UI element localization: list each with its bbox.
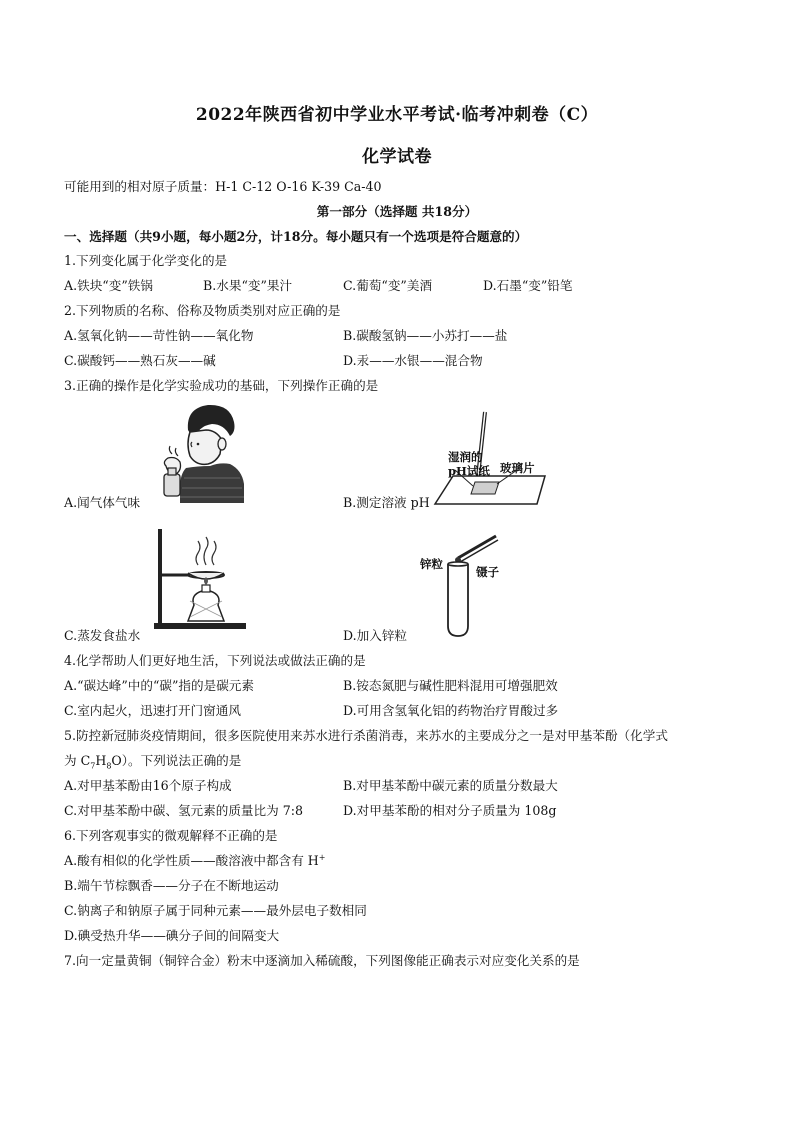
q6-option-d: D.碘受热升华——碘分子间的间隔变大	[64, 928, 280, 943]
q5-stem-h: H	[95, 753, 107, 768]
q2-option-c: C.碳酸钙——熟石灰——碱	[64, 353, 216, 368]
q5-stem-line1: 5.防控新冠肺炎疫情期间，很多医院使用来苏水进行杀菌消毒，来苏水的主要成分之一是对甲基苯酚（化学式	[64, 728, 668, 743]
section-heading: 一、选择题（共9小题，每小题2分，计18分。每小题只有一个选项是符合题意的）	[64, 229, 528, 244]
q6-option-b: B.端午节棕飘香——分子在不断地运动	[64, 878, 279, 893]
zinc-figure	[440, 530, 510, 640]
q4-option-c: C.室内起火，迅速打开门窗通风	[64, 703, 241, 718]
q3-option-d: D.加入锌粒	[343, 628, 408, 643]
q6-option-a	[64, 850, 325, 869]
ph-paper-label-line1: 湿润的	[448, 450, 483, 464]
q4-option-b: B.铵态氮肥与碱性肥料混用可增强肥效	[343, 678, 558, 693]
q2-stem: 2.下列物质的名称、俗称及物质类别对应正确的是	[64, 303, 341, 318]
q5-stem-text: 为 C	[64, 753, 91, 768]
atomic-masses: 可能用到的相对原子质量：H-1 C-12 O-16 K-39 Ca-40	[64, 179, 382, 194]
q5-stem-line2	[64, 750, 241, 771]
q3-option-a: A.闻气体气味	[64, 495, 141, 510]
q5-option-c: C.对甲基苯酚中碳、氢元素的质量比为 7:8	[64, 803, 303, 818]
q4-option-a: A.“碳达峰”中的“碳”指的是碳元素	[64, 678, 254, 693]
exam-title: 2022年陕西省初中学业水平考试·临考冲刺卷（C）	[195, 105, 599, 125]
q5-option-d: D.对甲基苯酚的相对分子质量为 108g	[343, 803, 557, 818]
ph-test-figure	[425, 408, 555, 508]
q5-option-b: B.对甲基苯酚中碳元素的质量分数最大	[343, 778, 558, 793]
q5-option-a: A.对甲基苯酚由16个原子构成	[64, 778, 232, 793]
q4-stem: 4.化学帮助人们更好地生活，下列说法或做法正确的是	[64, 653, 366, 668]
q1-stem: 1.下列变化属于化学变化的是	[64, 253, 228, 268]
q6-stem: 6.下列客观事实的微观解释不正确的是	[64, 828, 278, 843]
glass-plate-label: 玻璃片	[500, 461, 535, 475]
q1-option-c: C.葡萄“变”美酒	[343, 278, 433, 293]
q7-stem: 7.向一定量黄铜（铜锌合金）粉末中逐滴加入稀硫酸，下列图像能正确表示对应变化关系的是	[64, 953, 580, 968]
ph-paper-label-line2: pH试纸	[448, 464, 490, 478]
zinc-label: 锌粒	[420, 557, 443, 571]
q6-option-c: C.钠离子和钠原子属于同种元素——最外层电子数相同	[64, 903, 367, 918]
q6-superscript: +	[318, 852, 326, 862]
q2-option-b: B.碳酸氢钠——小苏打——盐	[343, 328, 508, 343]
q5-subscript-c: 7	[90, 761, 96, 771]
tweezers-label: 镊子	[476, 565, 499, 579]
q1-option-b: B.水果“变”果汁	[203, 278, 293, 293]
q2-option-a: A.氢氧化钠——苛性钠——氧化物	[64, 328, 254, 343]
q1-option-a: A.铁块“变”铁锅	[64, 278, 153, 293]
evaporation-figure	[150, 525, 250, 635]
exam-subject: 化学试卷	[362, 147, 432, 167]
q5-subscript-h: 8	[106, 761, 112, 771]
q1-option-d: D.石墨“变”铅笔	[483, 278, 573, 293]
ph-paper-label	[448, 450, 490, 478]
smell-gas-figure	[150, 400, 260, 505]
part-heading: 第一部分（选择题 共18分）	[316, 204, 478, 219]
q3-option-b: B.测定溶液 pH	[343, 495, 430, 510]
q6-option-a-text: A.酸有相似的化学性质——酸溶液中都含有 H	[64, 853, 319, 868]
q3-stem: 3.正确的操作是化学实验成功的基础，下列操作正确的是	[64, 378, 379, 393]
q4-option-d: D.可用含氢氧化铝的药物治疗胃酸过多	[343, 703, 559, 718]
q5-stem-end: O）。下列说法正确的是	[111, 753, 242, 768]
q2-option-d: D.汞——水银——混合物	[343, 353, 483, 368]
q3-option-c: C.蒸发食盐水	[64, 628, 141, 643]
